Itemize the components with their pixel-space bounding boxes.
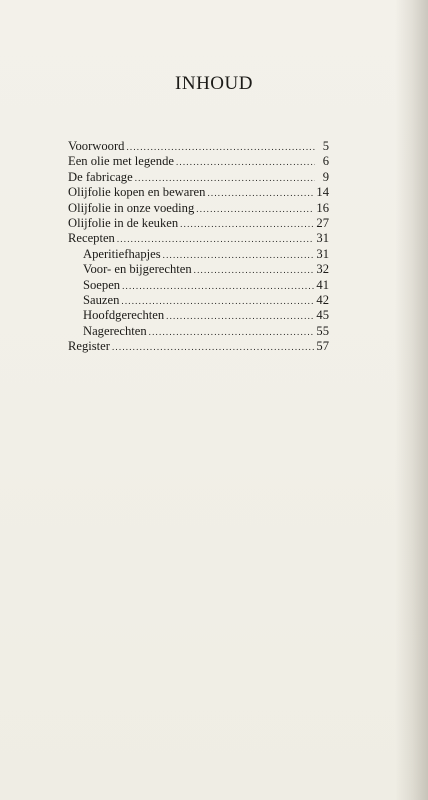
toc-dot-leader <box>163 248 315 262</box>
toc-entry-label: Aperitiefhapjes <box>83 246 161 261</box>
toc-dot-leader <box>121 294 314 308</box>
toc-entry-page-number: 41 <box>316 277 329 292</box>
toc-dot-leader <box>180 217 314 231</box>
toc-dot-leader <box>166 309 314 323</box>
toc-entry-label: Olijfolie kopen en bewaren <box>68 185 206 200</box>
toc-entry-label: Nagerechten <box>83 323 147 338</box>
toc-dot-leader <box>196 202 314 216</box>
toc-dot-leader <box>126 140 315 154</box>
toc-dot-leader <box>194 263 315 277</box>
toc-entry <box>68 262 329 277</box>
toc-entry <box>68 339 329 354</box>
toc-entry <box>68 201 329 216</box>
toc-entry-label: Voor- en bijgerechten <box>83 262 192 277</box>
toc-entry <box>68 278 329 293</box>
toc-dot-leader <box>135 171 315 185</box>
table-of-contents <box>68 139 329 354</box>
page-title: INHOUD <box>175 72 253 94</box>
toc-entry-page-number: 57 <box>316 339 329 354</box>
toc-dot-leader <box>112 340 314 354</box>
toc-entry-label: Sauzen <box>83 292 120 307</box>
toc-entry-label: De fabricage <box>68 169 133 184</box>
toc-entry-page-number: 32 <box>316 262 329 277</box>
toc-entry-page-number: 42 <box>316 292 329 307</box>
toc-entry-label: Hoofdgerechten <box>83 308 165 323</box>
toc-entry-label: Recepten <box>68 231 115 246</box>
toc-entry-label: Register <box>68 339 110 354</box>
toc-entry <box>68 247 329 262</box>
toc-entry-page-number: 14 <box>316 185 329 200</box>
toc-entry-page-number: 6 <box>322 154 329 169</box>
toc-dot-leader <box>207 186 314 200</box>
toc-entry <box>68 324 329 339</box>
toc-entry-page-number: 5 <box>322 139 329 153</box>
toc-entry <box>68 170 329 185</box>
toc-entry <box>68 293 329 308</box>
toc-entry-page-number: 45 <box>316 308 329 323</box>
toc-entry <box>68 185 329 200</box>
toc-entry-page-number: 55 <box>316 323 329 338</box>
toc-entry <box>68 231 329 246</box>
toc-entry-page-number: 9 <box>322 169 329 184</box>
toc-entry <box>68 308 329 323</box>
toc-entry-page-number: 16 <box>316 200 329 215</box>
toc-dot-leader <box>122 279 314 293</box>
toc-entry-page-number: 31 <box>316 246 329 261</box>
toc-entry-label: Olijfolie in onze voeding <box>68 200 195 215</box>
toc-entry-label: Voorwoord <box>68 139 125 153</box>
toc-entry-label: Olijfolie in de keuken <box>68 215 179 230</box>
toc-entry-page-number: 31 <box>316 231 329 246</box>
toc-dot-leader <box>176 155 315 169</box>
toc-dot-leader <box>149 325 315 339</box>
toc-entry-page-number: 27 <box>316 215 329 230</box>
toc-dot-leader <box>117 232 315 246</box>
toc-entry <box>68 139 329 154</box>
toc-entry <box>68 154 329 169</box>
toc-entry <box>68 216 329 231</box>
toc-entry-label: Een olie met legende <box>68 154 174 169</box>
toc-entry-label: Soepen <box>83 277 121 292</box>
